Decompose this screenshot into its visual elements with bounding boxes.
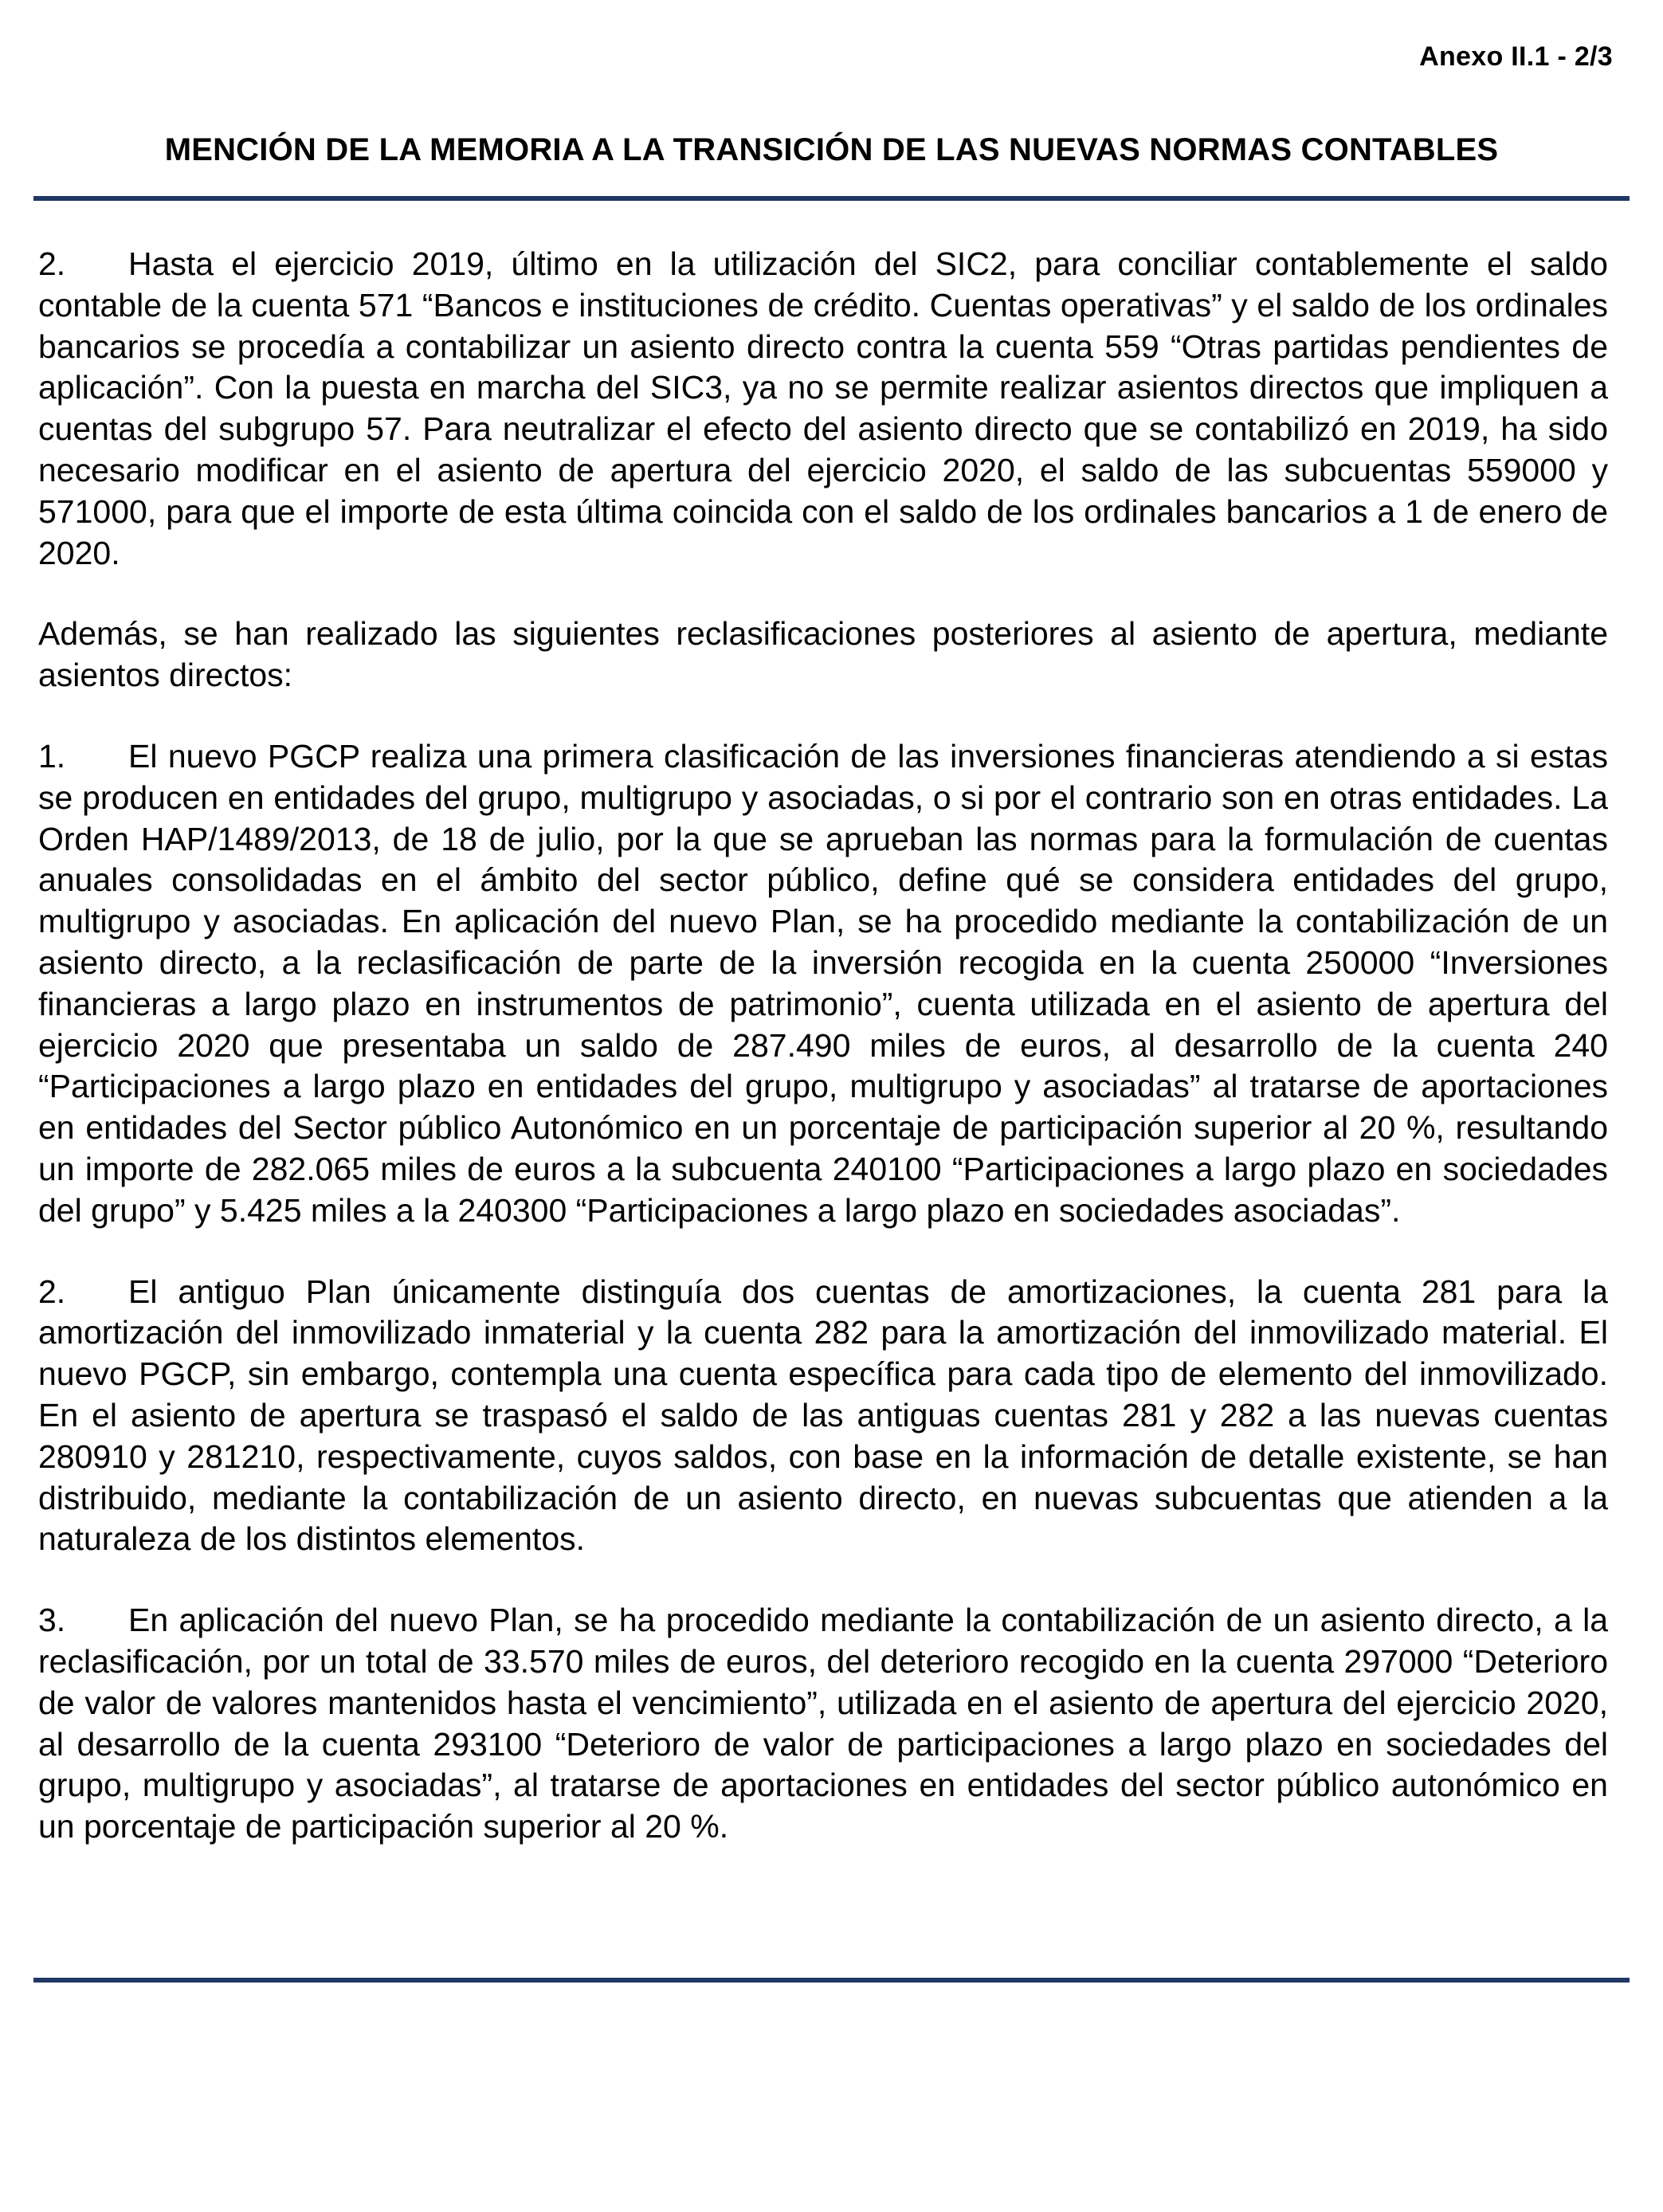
paragraph-item-3-impairment xyxy=(38,1600,1608,1848)
paragraph-number: 1. xyxy=(38,737,66,775)
page-title: MENCIÓN DE LA MEMORIA A LA TRANSICIÓN DE LAS NUEVAS NORMAS CONTABLES xyxy=(164,132,1499,167)
top-divider xyxy=(33,196,1630,201)
paragraph-item-2-amortizations xyxy=(38,1272,1608,1561)
paragraph-number: 3. xyxy=(38,1602,66,1639)
bottom-divider xyxy=(33,1978,1630,1983)
paragraph-text: Hasta el ejercicio 2019, último en la utilización del SIC2, para conciliar contablemente el saldo contable de la cuenta 571 “Bancos e instituciones de crédito. Cuentas operativas” y el saldo de los ordinales bancarios se procedía a contabilizar un asiento directo contra la cuenta 559 “Otras partidas pendientes de aplicación”. Con la puesta en marcha del SIC3, ya no se permite realizar asientos directos que impliquen a cuentas del subgrupo 57. Para neutralizar el efecto del asiento directo que se contabilizó en 2019, ha sido necesario modificar en el asiento de apertura del ejercicio 2020, el saldo de las subcuentas 559000 y 571000, para que el importe de esta última coincida con el saldo de los ordinales bancarios a 1 de enero de 2020. xyxy=(38,245,1608,571)
paragraph-intro-reclassifications xyxy=(38,614,1608,696)
paragraph-text: Además, se han realizado las siguientes reclasificaciones posteriores al asiento de apertura, mediante asientos directos: xyxy=(38,615,1608,694)
paragraph-item-1-investments xyxy=(38,736,1608,1232)
paragraph-number: 2. xyxy=(38,1273,66,1310)
paragraph-item-2-sic xyxy=(38,244,1608,574)
annex-label: Anexo II.1 - 2/3 xyxy=(1419,41,1613,72)
paragraph-text: En aplicación del nuevo Plan, se ha procedido mediante la contabilización de un asiento directo, a la reclasificación, por un total de 33.570 miles de euros, del deterioro recogido en la cuenta 297000 “Deterioro de valor de valores mantenidos hasta el vencimiento”, utilizada en el asiento de apertura del ejercicio 2020, al desarrollo de la cuenta 293100 “Deterioro de valor de participaciones a largo plazo en sociedades del grupo, multigrupo y asociadas”, al tratarse de aportaciones en entidades del sector público autonómico en un porcentaje de participación superior al 20 %. xyxy=(38,1602,1608,1845)
paragraph-text: El antiguo Plan únicamente distinguía dos cuentas de amortizaciones, la cuenta 281 para la amortización del inmovilizado inmaterial y la cuenta 282 para la amortización del inmovilizado material. El nuevo PGCP, sin embargo, contempla una cuenta específica para cada tipo de elemento del inmovilizado. En el asiento de apertura se traspasó el saldo de las antiguas cuentas 281 y 282 a las nuevas cuentas 280910 y 281210, respectivamente, cuyos saldos, con base en la información de detalle existente, se han distribuido, mediante la contabilización de un asiento directo, en nuevas subcuentas que atienden a la naturaleza de los distintos elementos. xyxy=(38,1273,1608,1558)
paragraph-number: 2. xyxy=(38,245,66,282)
body-text xyxy=(38,244,1608,1888)
paragraph-text: El nuevo PGCP realiza una primera clasificación de las inversiones financieras atendiendo a si estas se producen en entidades del grupo, multigrupo y asociadas, o si por el contrario son en otras entidades. La Orden HAP/1489/2013, de 18 de julio, por la que se aprueban las normas para la formulación de cuentas anuales consolidadas en el ámbito del sector público, define qué se considera entidades del grupo, multigrupo y asociadas. En aplicación del nuevo Plan, se ha procedido mediante la contabilización de un asiento directo, a la reclasificación de parte de la inversión recogida en la cuenta 250000 “Inversiones financieras a largo plazo en instrumentos de patrimonio”, cuenta utilizada en el asiento de apertura del ejercicio 2020 que presentaba un saldo de 287.490 miles de euros, al desarrollo de la cuenta 240 “Participaciones a largo plazo en entidades del grupo, multigrupo y asociadas” al tratarse de aportaciones en entidades del Sector público Autonómico en un porcentaje de participación superior al 20 %, resultando un importe de 282.065 miles de euros a la subcuenta 240100 “Participaciones a largo plazo en sociedades del grupo” y 5.425 miles a la 240300 “Participaciones a largo plazo en sociedades asociadas”. xyxy=(38,737,1608,1229)
